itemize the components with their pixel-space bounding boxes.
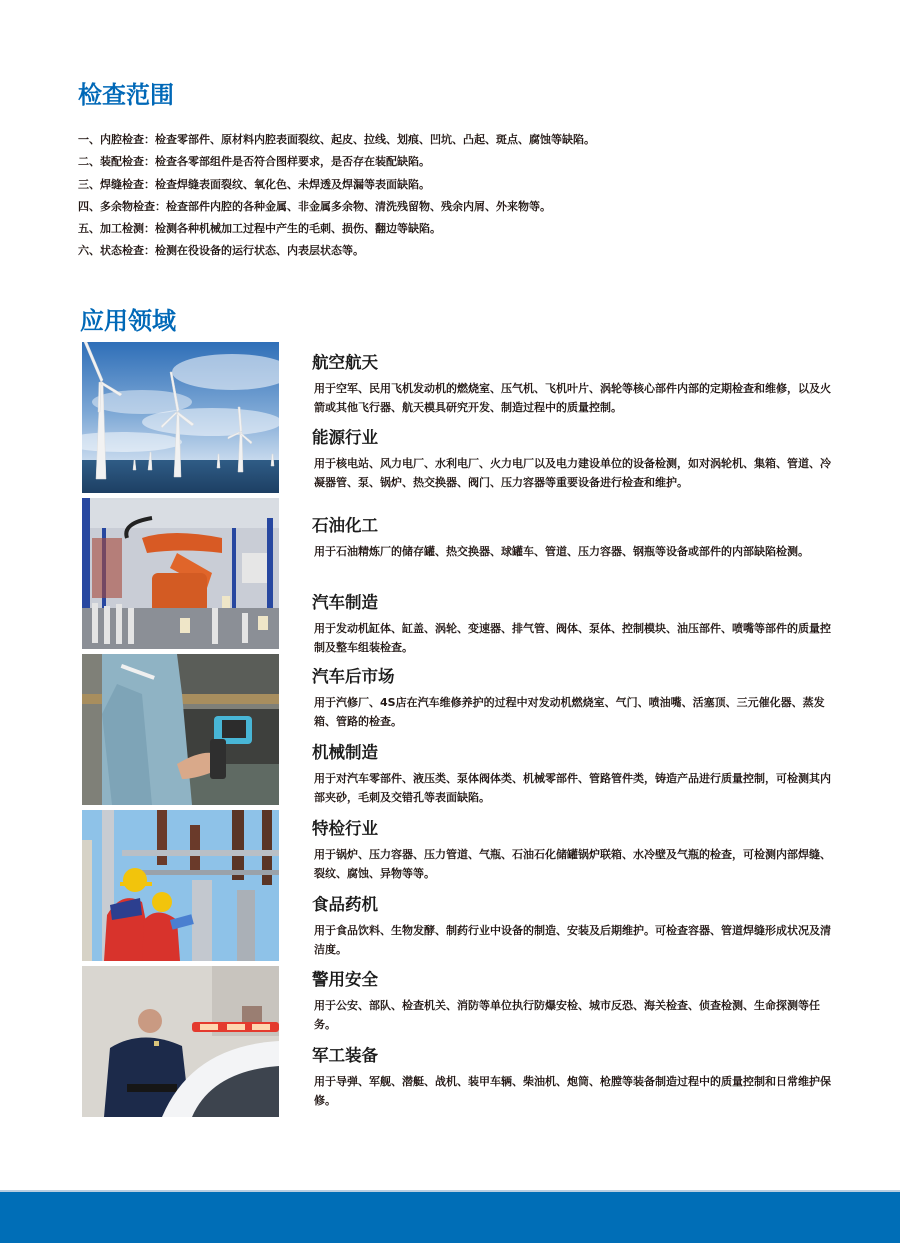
- application-item: [312, 895, 832, 959]
- police-image: [82, 966, 279, 1117]
- photo-robot-arm: [82, 498, 279, 649]
- application-description: 用于核电站、风力电厂、水利电厂、火力电厂以及电力建设单位的设备检测，如对涡轮机、集箱、管道、冷凝器管、泵、锅炉、热交换器、阀门、压力容器等重要设备进行检查和维护。: [314, 457, 831, 489]
- application-title: 机械制造: [312, 743, 378, 762]
- application-description: 用于石油精炼厂的储存罐、热交换器、球罐车、管道、压力容器、钢瓶等设备或部件的内部缺陷检测。: [314, 545, 809, 558]
- industrial-robot-image: [82, 498, 279, 649]
- scope-item: 六、状态检查：检测在役设备的运行状态、内表层状态等。: [78, 244, 364, 258]
- application-title: 特检行业: [312, 819, 378, 838]
- wind-turbine-image: [82, 342, 279, 493]
- scope-item: 一、内腔检查：检查零部件、原材料内腔表面裂纹、起皮、拉线、划痕、凹坑、凸起、斑点、腐蚀等缺陷。: [78, 133, 595, 146]
- application-title: 警用安全: [312, 970, 378, 989]
- application-description: 用于汽修厂、4S店在汽车维修养护的过程中对发动机燃烧室、气门、喷油嘴、活塞顶、三元催化器、蒸发箱、管路的检查。: [314, 696, 825, 728]
- application-description: 用于对汽车零部件、液压类、泵体阀体类、机械零部件、管路管件类，铸造产品进行质量控制，可检测其内部夹砂，毛刺及交错孔等表面缺陷。: [314, 772, 831, 804]
- applications-section-title: 应用领域: [80, 307, 176, 335]
- photo-column: [82, 342, 279, 1122]
- application-item: [312, 1046, 832, 1110]
- application-item: [312, 516, 832, 561]
- application-item: [312, 667, 832, 731]
- application-description: 用于空军、民用飞机发动机的燃烧室、压气机、飞机叶片、涡轮等核心部件内部的定期检查和维修，以及火箭或其他飞行器、航天模具研究开发、制造过程中的质量控制。: [314, 382, 831, 414]
- footer-bar: [0, 1192, 900, 1243]
- application-title: 食品药机: [312, 895, 378, 914]
- photo-substation-workers: [82, 810, 279, 961]
- car-inspection-image: [82, 654, 279, 805]
- scope-section-title: 检查范围: [78, 81, 174, 109]
- application-title: 军工装备: [312, 1046, 378, 1065]
- photo-police-officer: [82, 966, 279, 1117]
- scope-item: 四、多余物检查：检查部件内腔的各种金属、非金属多余物、清洗残留物、残余内屑、外来物等。: [78, 199, 551, 213]
- photo-wind-turbines: [82, 342, 279, 493]
- application-title: 石油化工: [312, 516, 378, 535]
- application-title: 航空航天: [312, 353, 378, 372]
- scope-item: 三、焊缝检查：检查焊缝表面裂纹、氧化色、未焊透及焊漏等表面缺陷。: [78, 177, 430, 191]
- application-description: 用于公安、部队、检查机关、消防等单位执行防爆安检、城市反恐、海关检查、侦查检测、生命探测等任务。: [314, 999, 820, 1031]
- application-title: 能源行业: [312, 428, 378, 447]
- application-item: [312, 743, 832, 807]
- scope-item: 五、加工检测：检测各种机械加工过程中产生的毛刺、损伤、翻边等缺陷。: [78, 222, 441, 236]
- photo-car-technician: [82, 654, 279, 805]
- application-description: 用于发动机缸体、缸盖、涡轮、变速器、排气管、阀体、泵体、控制模块、油压部件、喷嘴等部件的质量控制及整车组装检查。: [314, 622, 831, 654]
- application-title: 汽车后市场: [312, 667, 395, 686]
- substation-image: [82, 810, 279, 961]
- scope-list: [78, 129, 718, 263]
- application-description: 用于食品饮料、生物发酵、制药行业中设备的制造、安装及后期维护。可检查容器、管道焊缝形成状况及清洁度。: [314, 924, 831, 956]
- application-item: [312, 353, 832, 417]
- application-item: [312, 819, 832, 883]
- scope-item: 二、装配检查：检查各零部组件是否符合图样要求，是否存在装配缺陷。: [78, 155, 430, 169]
- application-title: 汽车制造: [312, 593, 378, 612]
- application-description: 用于锅炉、压力容器、压力管道、气瓶、石油石化储罐锅炉联箱、水冷壁及气瓶的检查，可检测内部焊缝、裂纹、腐蚀、异物等等。: [314, 848, 831, 880]
- application-item: [312, 593, 832, 657]
- application-description: 用于导弹、军舰、潜艇、战机、装甲车辆、柴油机、炮筒、枪膛等装备制造过程中的质量控制和日常维护保修。: [314, 1075, 831, 1107]
- application-item: [312, 428, 832, 492]
- application-item: [312, 970, 832, 1034]
